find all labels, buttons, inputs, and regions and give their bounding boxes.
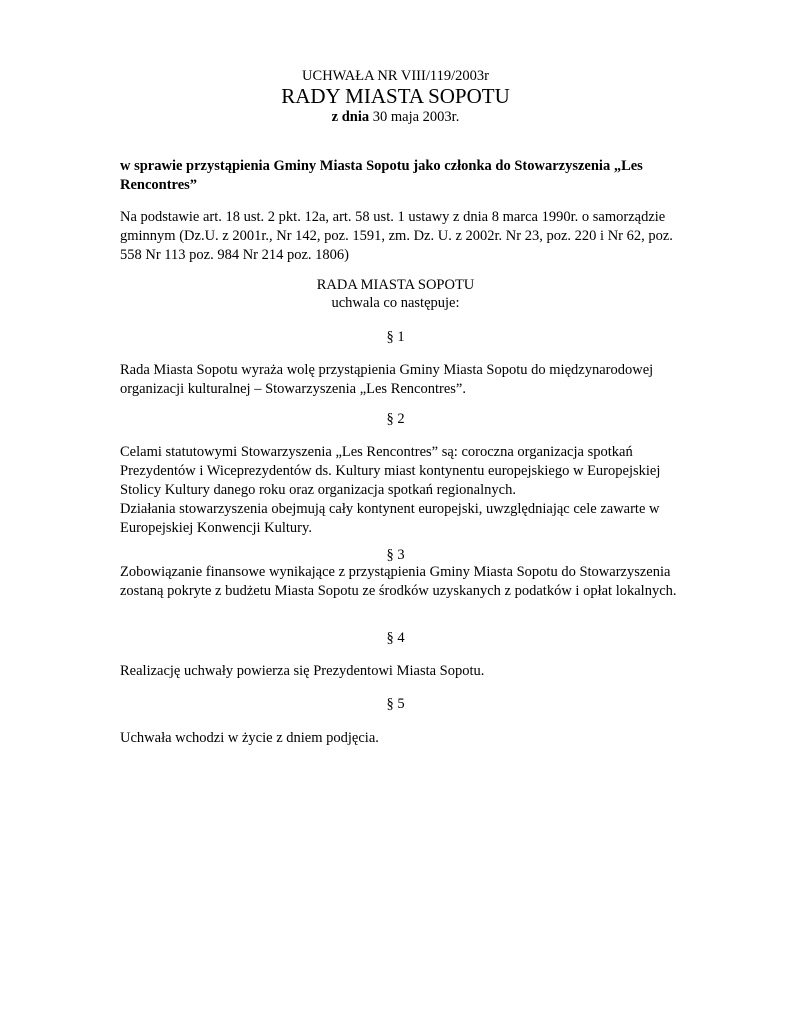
section-marker-1: § 1 [386,329,405,345]
section-text-4: Realizację uchwały powierza się Prezydentowi Miasta Sopotu. [120,663,485,679]
resolution-number: UCHWAŁA NR VIII/119/2003r [302,68,489,84]
resolution-date [0,108,791,126]
section-text-3: Zobowiązanie finansowe wynikające z przystąpienia Gminy Miasta Sopotu do Stowarzyszenia zostaną pokryte z budżetu Miasta Sopotu ze środków uzyskanych z podatków i opłat lokalnych. [120,564,677,599]
resolving-body: RADA MIASTA SOPOTU [316,277,475,293]
section-text-2 [120,443,680,538]
section-text-2-part-1: Celami statutowymi Stowarzyszenia „Les Rencontres” są: coroczna organizacja spotkań Prezydentów i Wiceprezydentów ds. Kultury miast kontynentu europejskiego w Europejskiej Stolicy Kultury danego roku oraz organizacja spotkań regionalnych. [120,444,661,498]
section-text-1: Rada Miasta Sopotu wyraża wolę przystąpienia Gminy Miasta Sopotu do międzynarodowej organizacji kulturalnej – Stowarzyszenia „Les Rencontres”. [120,362,654,397]
section-text-5: Uchwała wchodzi w życie z dniem podjęcia. [120,730,379,746]
resolving-phrase: uchwala co następuje: [331,295,460,311]
council-name: RADY MIASTA SOPOTU [281,84,510,108]
section-marker-3: § 3 [386,547,405,563]
date-prefix: z dnia [331,109,370,125]
section-marker-4: § 4 [386,630,405,646]
section-marker-2: § 2 [386,411,405,427]
section-text-2-part-2: Działania stowarzyszenia obejmują cały kontynent europejski, uwzględniając cele zawarte w Europejskiej Konwencji Kultury. [120,501,660,536]
section-marker-5: § 5 [386,696,405,712]
resolution-subject: w sprawie przystąpienia Gminy Miasta Sopotu jako członka do Stowarzyszenia „Les Rencontres” [120,158,643,193]
legal-basis: Na podstawie art. 18 ust. 2 pkt. 12a, art. 58 ust. 1 ustawy z dnia 8 marca 1990r. o samorządzie gminnym (Dz.U. z 2001r., Nr 142, poz. 1591, zm. Dz. U. z 2002r. Nr 23, poz. 220 i Nr 62, poz. 558 Nr 113 poz. 984 Nr 214 poz. 1806) [120,209,673,263]
date-value: 30 maja 2003r. [369,109,460,125]
